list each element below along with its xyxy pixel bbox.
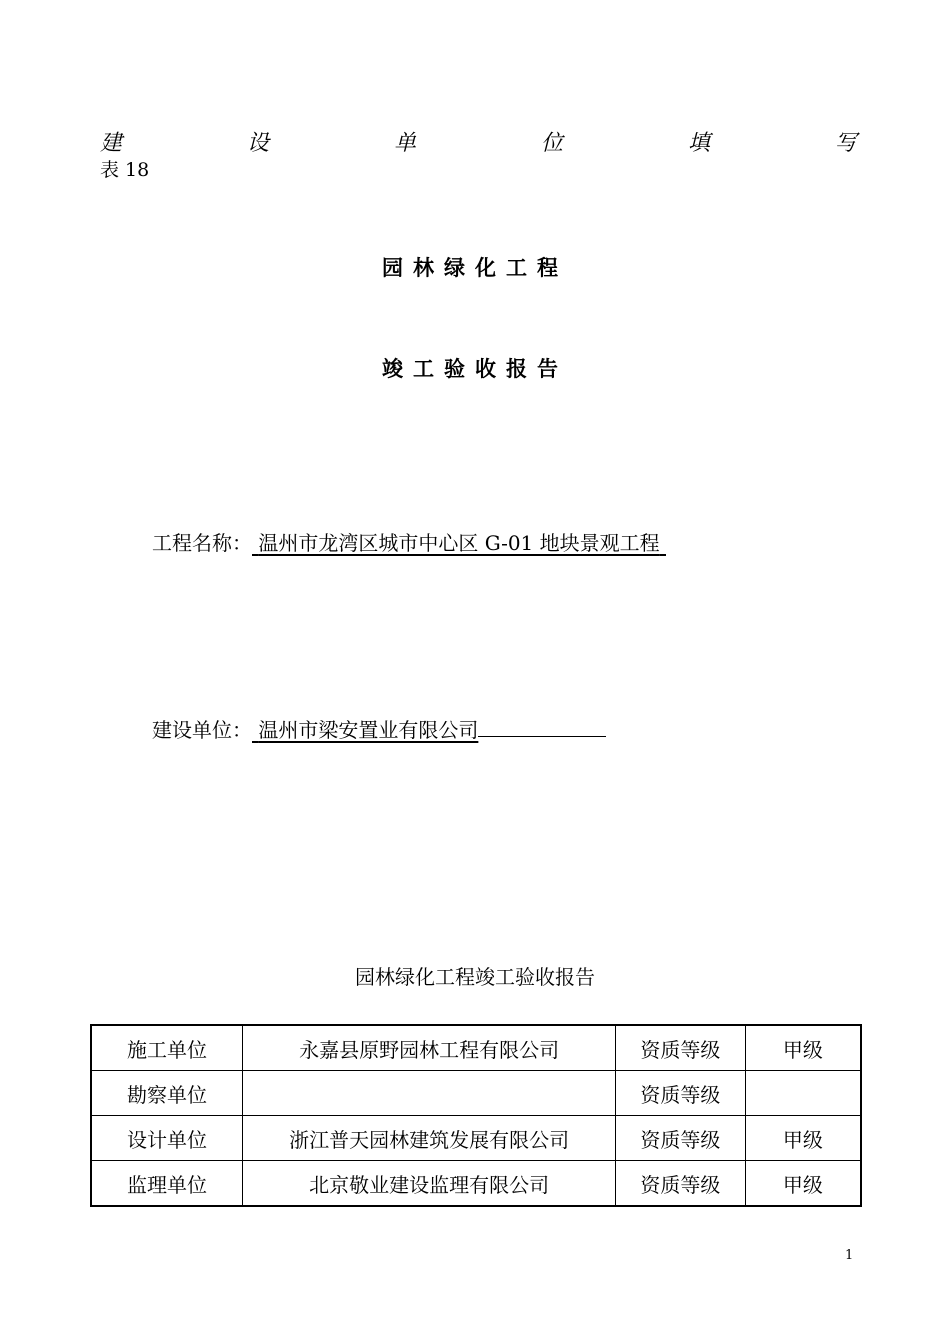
fill-note-header [100,126,857,156]
company-cell: 北京敬业建设监理有限公司 [243,1161,616,1207]
qualification-label-cell: 资质等级 [616,1071,746,1116]
table-row [91,1025,861,1071]
header-char: 填 [687,131,710,156]
header-char: 写 [834,131,857,156]
qualification-cell [745,1071,861,1116]
qualification-label-cell: 资质等级 [616,1025,746,1071]
company-cell: 浙江普天园林建筑发展有限公司 [243,1116,616,1161]
header-char: 设 [246,131,269,156]
title-line-2: 竣工验收报告 [382,357,568,381]
page-number: 1 [845,1248,854,1263]
qualification-cell: 甲级 [745,1025,861,1071]
header-char: 单 [393,131,416,156]
qualification-label-cell: 资质等级 [616,1161,746,1207]
role-cell: 设计单位 [91,1116,243,1161]
builder-label: 建设单位： [152,718,252,742]
builder-field [152,714,606,743]
company-cell: 永嘉县原野园林工程有限公司 [243,1025,616,1071]
role-cell: 施工单位 [91,1025,243,1071]
qualification-label-cell: 资质等级 [616,1116,746,1161]
role-cell: 监理单位 [91,1161,243,1207]
table-row [91,1071,861,1116]
title-line-1: 园林绿化工程 [382,256,568,280]
project-name-field [152,527,666,556]
project-name-value: 温州市龙湾区城市中心区 G-01 地块景观工程 [258,531,660,555]
header-char: 建 [100,131,123,156]
project-name-label: 工程名称： [152,531,252,555]
table-row [91,1161,861,1207]
company-cell [243,1071,616,1116]
underline-blank [478,717,606,737]
table-row [91,1116,861,1161]
qualification-cell: 甲级 [745,1161,861,1207]
table-number: 表 18 [100,159,150,181]
role-cell: 勘察单位 [91,1071,243,1116]
table-caption: 园林绿化工程竣工验收报告 [355,965,595,989]
builder-value: 温州市梁安置业有限公司 [258,718,479,742]
qualification-cell: 甲级 [745,1116,861,1161]
units-table [90,1024,862,1207]
header-char: 位 [540,131,563,156]
